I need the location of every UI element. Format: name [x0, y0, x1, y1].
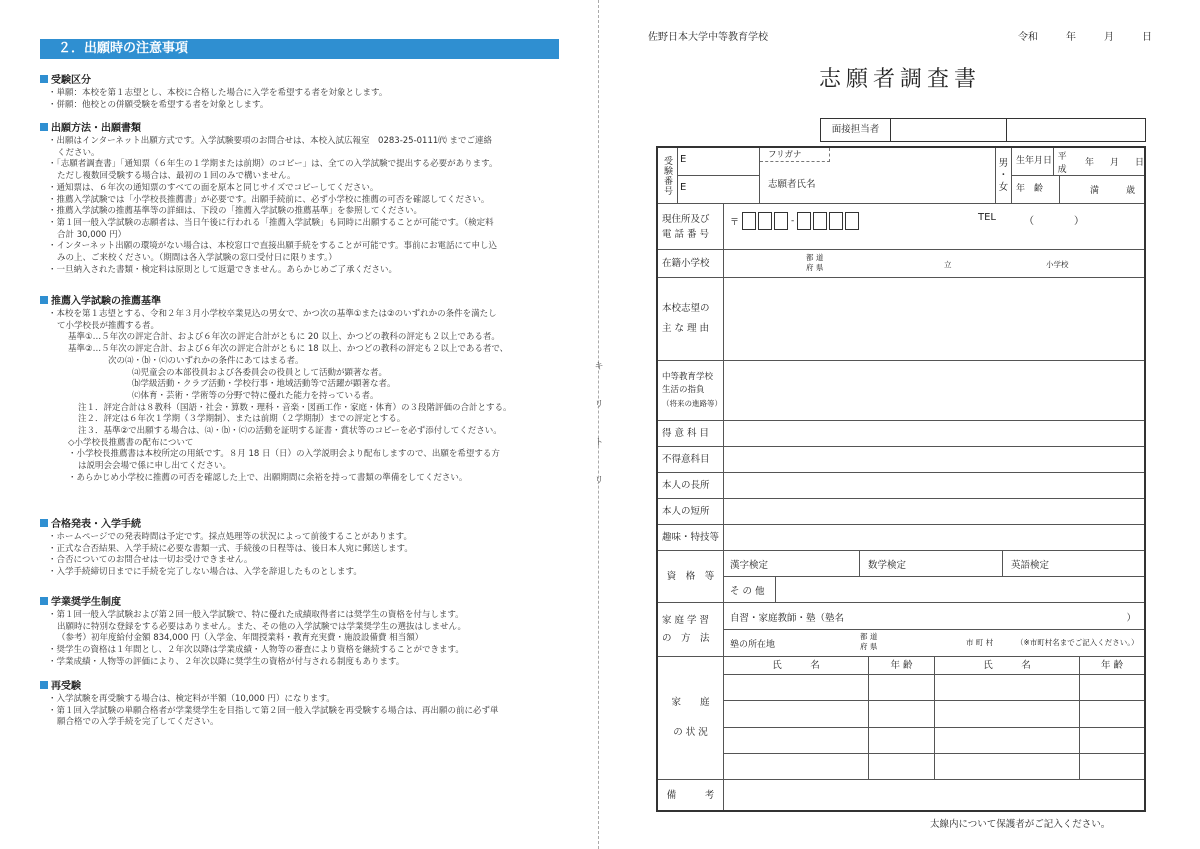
section-heading: 学業奨学生制度	[40, 596, 580, 609]
family-age-field[interactable]	[1080, 754, 1144, 779]
instruction-line: ただし複数回受験する場合は、最初の１回のみで構いません。	[57, 171, 296, 182]
instruction-line: ・一旦納入された書類・検定料は原則として返還できません。あらかじめご了承ください。	[48, 264, 398, 275]
family-name-field[interactable]	[935, 754, 1080, 779]
family-table: 氏 名 年 齢 氏 名 年 齢	[724, 657, 1144, 779]
instruction-line: ・あらかじめ小学校に推薦の可否を確認した上で、出願期間に余裕を持って書類の準備をしてください。	[68, 472, 468, 483]
instruction-line: ・学業成績・人物等の評価により、２年次以降に奨学生の資格が付与される制度もあります。	[48, 656, 405, 667]
family-age-field[interactable]	[1080, 675, 1144, 700]
instruction-line: ・小学校長推薦書は本校所定の用紙です。８月 18 日（日）の入学説明会より配布しますので、出願を希望する方	[68, 449, 500, 460]
good-subjects-field[interactable]	[724, 421, 1144, 446]
elementary-school-field[interactable]: 都 道 府 県 立 小学校	[806, 253, 1069, 272]
row-guidance: 中等教育学校 生活の指負 （将来の進路等）	[658, 361, 1144, 421]
instruction-line: ・「志願者調査書」「通知票（６年生の１学期または前期）のコピー」は、全ての入学試験で提出する必要があります。	[48, 159, 498, 170]
weak-subjects-field[interactable]	[724, 447, 1144, 472]
instruction-line: ・併願：他校との併願受験を希望する者を対象とします。	[48, 99, 269, 110]
instruction-line: 基準②…５年次の評定合計、および６年次の評定合計がともに 18 以上、かつどの教科の評定も２以上である者で、	[68, 344, 509, 355]
reason-field[interactable]	[724, 278, 1144, 360]
instruction-line: ・第１回一般入学試験の志願者は、当日午後に行われる「推薦入学試験」も同時に出願することが可能です。（検定料	[48, 217, 494, 228]
age-field[interactable]: 年 齢 満 歳	[1012, 176, 1144, 203]
row-good-subjects: 得 意 科 目	[658, 421, 1144, 447]
family-name-field[interactable]	[724, 728, 869, 753]
instruction-line: て小学校長が推薦する者。	[57, 320, 160, 331]
hobbies-field[interactable]	[724, 525, 1144, 550]
instruction-line: 合計 30,000 円）	[57, 229, 127, 240]
remarks-field[interactable]	[724, 780, 1144, 810]
guidance-field[interactable]	[724, 361, 1144, 420]
row-hobbies: 趣味・特技等	[658, 525, 1144, 551]
instruction-line: ⒝学級活動・クラブ活動・学校行事・地域活動等で活躍が顕著な者。	[132, 379, 396, 390]
instruction-line: ・インターネット出願の環境がない場合は、本校窓口で直接出願手続をすることが可能です。事前にお電話にて申し込	[48, 241, 498, 252]
instruction-line: ・出願はインターネット出願方式です。入学試験要項のお問合せは、本校入試広報室 0283-25-0111㈹ までご連絡	[48, 136, 492, 146]
instruction-line: ・単願：本校を第１志望とし、本校に合格した場合に入学を希望する者を対象とします。	[48, 88, 388, 98]
instruction-line: （参考）初年度給付金額 834,000 円（入学金、年間授業料・教育充実費・施設設備費 相当額）	[57, 633, 424, 644]
instruction-line: ・奨学生の資格は１年間とし、２年次以降は学業成績・人物等の審査により資格を継続することができます。	[48, 645, 464, 656]
name-field[interactable]: フリガナ 志願者氏名	[760, 148, 996, 203]
instruction-line: 注１．評定合計は８教科（国語・社会・算数・理科・音楽・図画工作・家庭・体育）の３段階評価の合計とする。	[78, 402, 512, 413]
row-family: 家 庭 の 状 況 氏 名 年 齢 氏 名 年 齢	[658, 657, 1144, 780]
instruction-line: は説明会会場で係に申し出てください。	[78, 461, 232, 472]
family-name-field[interactable]	[724, 754, 869, 779]
instruction-line: ・推薦入学試験では「小学校長推薦書」が必要です。出願手続前に、必ず小学校に推薦の可否を確認してください。	[48, 194, 490, 205]
interviewer-box: 面接担当者	[820, 118, 1146, 142]
instruction-line: ◇小学校長推薦書の配布について	[68, 437, 194, 448]
section-banner: ２．出願時の注意事項	[40, 39, 559, 59]
family-name-field[interactable]	[724, 701, 869, 726]
section-heading: 推薦入学試験の推薦基準	[40, 295, 580, 308]
postal-code-boxes[interactable]	[742, 212, 788, 230]
section-0	[40, 74, 580, 111]
footer-note: 太線内について保護者がご記入ください。	[930, 819, 1111, 830]
family-name-field[interactable]	[935, 675, 1080, 700]
section-1	[40, 122, 580, 276]
interviewer-field[interactable]	[891, 119, 1007, 141]
family-row	[724, 728, 1144, 754]
row-home-study: 家 庭 学 習 の 方 法 自習・家庭教師・塾（塾名 ） 塾の所在地 都 道 府 県 市 町 村 （※市町村名までご記入ください。）	[658, 603, 1144, 657]
square-bullet-icon	[40, 519, 48, 527]
instruction-line: ・合否についてのお問合せは一切お受けできません。	[48, 555, 253, 566]
instruction-line: ・入学手続締切日までに手続を完了しない場合は、入学を辞退したものとします。	[48, 567, 362, 578]
square-bullet-icon	[40, 75, 48, 83]
instruction-line: ・本校を第１志望とする、令和２年３月小学校卒業見込の男女で、かつ次の基準①または②のいずれかの条件を満たし	[48, 309, 497, 319]
exam-number-field-1[interactable]: E	[678, 148, 759, 176]
family-row	[724, 675, 1144, 701]
instruction-line: 基準①…５年次の評定合計、および６年次の評定合計がともに 20 以上、かつどの教科の評定も２以上である者。	[68, 332, 500, 343]
form-date: 令和 年 月 日	[1018, 32, 1152, 43]
instruction-line: 注２．評定は６年次１学期（３学期制）、または前期（２学期制）までの評定とする。	[78, 414, 406, 425]
math-test-field[interactable]	[916, 551, 1003, 576]
row-reason: 本校志望の 主 な 理 由	[658, 278, 1144, 361]
square-bullet-icon	[40, 296, 48, 304]
form-title: 志願者調査書	[818, 67, 981, 92]
applicant-form-page	[600, 0, 1200, 849]
cram-location-field[interactable]: 塾の所在地 都 道 府 県 市 町 村 （※市町村名までご記入ください。）	[730, 632, 1139, 651]
section-heading: 出願方法・出願書類	[40, 122, 580, 135]
interviewer-field-2[interactable]	[1007, 119, 1145, 141]
family-row	[724, 754, 1144, 779]
instruction-line: 次の⒜・⒝・⒞のいずれかの条件にあてはまる者。	[108, 355, 304, 366]
instruction-line: ・第１回入学試験の単願合格者が学業奨学生を目指して第２回一般入学試験を再受験する場合は、再出願の前に必ず単	[48, 705, 499, 716]
family-name-field[interactable]	[935, 728, 1080, 753]
instruction-line: ・正式な合否結果、入学手続に必要な書類一式、手続後の日程等は、後日本人宛に郵送します。	[48, 543, 413, 554]
square-bullet-icon	[40, 681, 48, 689]
row-strengths: 本人の長所	[658, 473, 1144, 499]
address-field[interactable]: 〒 - TEL （ ）	[724, 204, 1144, 249]
study-method-field[interactable]: 自習・家庭教師・塾（塾名 ）	[724, 603, 1144, 630]
instruction-line: ⒞体育・芸術・学術等の分野で特に優れた能力を持っている者。	[132, 390, 379, 401]
section-heading: 再受験	[40, 680, 580, 693]
family-age-field[interactable]	[869, 675, 935, 700]
cut-label: キ リ ト リ	[594, 362, 604, 486]
weaknesses-field[interactable]	[724, 499, 1144, 524]
row-qualifications: 資 格 等 漢字検定 数学検定 英語検定 そ の 他	[658, 551, 1144, 603]
sex-field[interactable]: 男 ・ 女	[996, 148, 1012, 203]
exam-number-label: 受験番号	[662, 155, 672, 196]
section-2	[40, 295, 580, 485]
instruction-line: みの上、ご来校ください。（期間は各入学試験の窓口受付日に限ります。）	[57, 253, 337, 264]
square-bullet-icon	[40, 597, 48, 605]
section-heading: 受験区分	[40, 74, 580, 87]
family-age-field[interactable]	[869, 728, 935, 753]
instruction-line: ・通知票は、６年次の通知票のすべての面を原本と同じサイズでコピーしてください。	[48, 182, 379, 193]
family-name-field[interactable]	[724, 675, 869, 700]
instruction-line: ・入学試験を再受験する場合は、検定料が半額（10,000 円）になります。	[48, 694, 335, 704]
section-5	[40, 680, 580, 729]
instruction-line: ・推薦入学試験の推薦基準等の詳細は、下段の「推薦入学試験の推薦基準」を参照してください。	[48, 206, 423, 217]
family-age-field[interactable]	[1080, 701, 1144, 726]
instruction-line: 注３．基準②で出願する場合は、⒜・⒝・⒞の活動を証明する証書・賞状等のコピーを必ず添付してください。	[78, 426, 502, 437]
instruction-line: ・第１回一般入学試験および第２回一般入学試験で、特に優れた成績取得者には奨学生の資格を付与します。	[48, 610, 464, 620]
row-weaknesses: 本人の短所	[658, 499, 1144, 525]
family-name-field[interactable]	[935, 701, 1080, 726]
form-table	[656, 146, 1146, 812]
section-3	[40, 518, 580, 579]
strengths-field[interactable]	[724, 473, 1144, 498]
instruction-line: ⒜児童会の本部役員および各委員会の役員として活動が顕著な者。	[132, 367, 388, 378]
family-age-field[interactable]	[869, 701, 935, 726]
row-bad-subjects: 不得意科目	[658, 447, 1144, 473]
applicant-name-label: 志願者氏名	[767, 179, 816, 190]
section-4	[40, 596, 580, 669]
row-school: 在籍小学校 都 道 府 県 立 小学校	[658, 250, 1144, 278]
other-qualifications-field[interactable]	[776, 577, 1144, 602]
family-age-field[interactable]	[1080, 728, 1144, 753]
instruction-line: 願合格での入学手続を完了してください。	[57, 717, 219, 728]
section-heading: 合格発表・入学手続	[40, 518, 580, 531]
school-name: 佐野日本大学中等教育学校	[648, 32, 768, 43]
kanji-test-field[interactable]	[776, 551, 860, 576]
english-test-field[interactable]	[1059, 551, 1144, 576]
birthdate-field[interactable]: 生年月日 平成 年 月 日	[1012, 148, 1144, 176]
row-address: 現住所及び 電 話 番 号 〒 - TEL （ ）	[658, 204, 1144, 250]
family-row	[724, 701, 1144, 727]
instruction-line: ください。	[57, 147, 100, 158]
instruction-line: 出願時に特別な登録をする必要はありません。また、その他の入学試験では学業奨学生の選抜はしません。	[57, 621, 467, 632]
row-remarks: 備 考	[658, 780, 1144, 810]
family-age-field[interactable]	[869, 754, 935, 779]
row-identity	[658, 148, 1144, 204]
square-bullet-icon	[40, 123, 48, 131]
instruction-line: ・ホームページでの発表時間は予定です。採点処理等の状況によって前後することがあります。	[48, 532, 412, 542]
exam-number-field-2[interactable]: E	[680, 182, 687, 193]
